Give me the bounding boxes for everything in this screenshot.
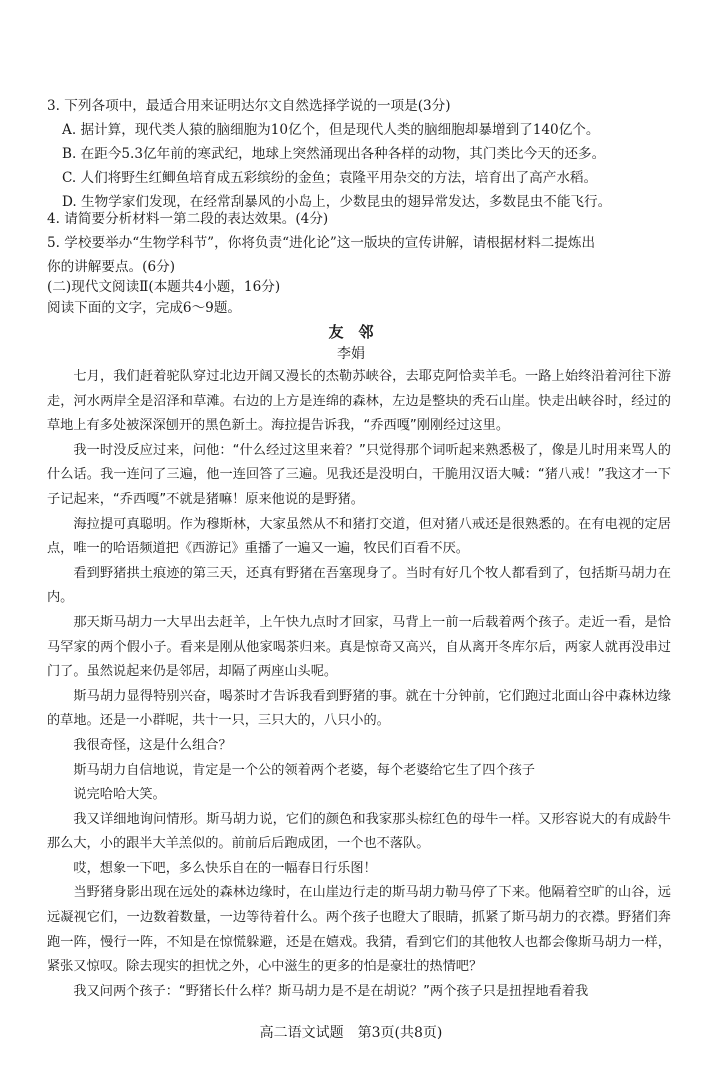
story-paragraph: 哎，想象一下吧，多么快乐自在的一幅春日行乐图！ (73, 860, 377, 876)
story-paragraph: 说完哈哈大笑。 (73, 787, 166, 803)
question-5-line-1: 5. 学校要举办“生物学科节”，你将负责“进化论”这一版块的宣传讲解，请根据材料二提炼出 (47, 235, 596, 251)
story-paragraph: 我一时没反应过来，问他：“什么经过这里来着？”只觉得那个词听起来熟悉极了，像是儿时用来骂人的什么话。我一连问了三遍，他一连回答了三遍。见我还是没明白，干脆用汉语大喊：“猪八戒！”我这才一下子记起来，“乔西嘎”不就是猪嘛！原来他说的是野猪。 (47, 442, 671, 507)
story-paragraph: 我很奇怪，这是什么组合？ (73, 737, 232, 753)
page-footer: 高二语文试题 第3页(共8页) (259, 1025, 443, 1041)
story-paragraph: 海拉提可真聪明。作为穆斯林，大家虽然从不和猪打交道，但对猪八戒还是很熟悉的。在有电视的定居点，唯一的哈语频道把《西游记》重播了一遍又一遍，牧民们百看不厌。 (47, 516, 671, 557)
story-author: 李娟 (337, 346, 365, 362)
story-paragraph: 看到野猪拱土痕迹的第三天，还真有野猪在吾塞现身了。当时有好几个牧人都看到了，包括斯马胡力在内。 (47, 565, 671, 606)
section-heading: (二)现代文阅读Ⅱ(本题共4小题，16分) (47, 279, 281, 295)
story-paragraph: 我又详细地询问情形。斯马胡力说，它们的颜色和我家那头棕红色的母牛一样。又形容说大的有成龄牛那么大，小的跟半大羊羔似的。前前后后跑成团，一个也不落队。 (47, 811, 671, 852)
question-5-line-2: 你的讲解要点。(6分) (47, 259, 176, 275)
story-paragraph: 七月，我们赶着驼队穿过北边开阔又漫长的杰勒苏峡谷，去耶克阿恰卖羊毛。一路上始终沿着河往下游走，河水两岸全是沼泽和草滩。右边的上方是连绵的森林，左边是整块的秃石山崖。快走出峡谷时，经过的草地上有多处被深深刨开的黑色新土。海拉提告诉我，“乔西嘎”刚刚经过这里。 (47, 369, 671, 434)
story-paragraph: 斯马胡力显得特别兴奋，喝茶时才告诉我看到野猪的事。就在十分钟前，它们跑过北面山谷中森林边缘的草地。还是一小群呢，共十一只，三只大的，八只小的。 (47, 688, 671, 729)
question-3-option-a: A. 据计算，现代类人猿的脑细胞为10亿个，但是现代人类的脑细胞却暴增到了140亿个。 (62, 122, 600, 138)
story-paragraph: 斯马胡力自信地说，肯定是一个公的领着两个老婆，每个老婆给它生了四个孩子 (73, 762, 535, 778)
question-3-option-b: B. 在距今5.3亿年前的寒武纪，地球上突然涌现出各种各样的动物，其门类比今天的还多。 (62, 146, 606, 162)
question-3-option-d: D. 生物学家们发现，在经常刮暴风的小岛上，少数昆虫的翅异常发达，多数昆虫不能飞行。 (62, 194, 612, 210)
story-paragraph: 我又问两个孩子：“野猪长什么样？斯马胡力是不是在胡说？”两个孩子只是扭捏地看着我 (73, 983, 589, 999)
story-body (47, 365, 671, 1004)
story-title: 友 邻 (328, 323, 374, 341)
question-3-stem: 3. 下列各项中，最适合用来证明达尔文自然选择学说的一项是(3分) (47, 98, 451, 114)
story-paragraph: 当野猪身影出现在远处的森林边缘时，在山崖边行走的斯马胡力勒马停了下来。他隔着空旷的山谷，远远凝视它们，一边数着数量，一边等待着什么。两个孩子也瞪大了眼睛，抓紧了斯马胡力的衣襟。野猪们奔跑一阵，慢行一阵，不知是在惊慌躲避，还是在嬉戏。我猜，看到它们的其他牧人也都会像斯马胡力一样，紧张又惊叹。除去现实的担忧之外，心中滋生的更多的怕是豪壮的热情吧？ (47, 885, 671, 975)
question-3-option-c: C. 人们将野生红鲫鱼培育成五彩缤纷的金鱼；袁隆平用杂交的方法，培育出了高产水稻。 (62, 170, 598, 186)
story-paragraph: 那天斯马胡力一大早出去赶羊，上午快九点时才回家，马背上一前一后载着两个孩子。走近一看，是恰马罕家的两个假小子。看来是刚从他家喝茶归来。真是惊奇又高兴，自从离开冬库尔后，两家人就再没串过门了。虽然说起来仍是邻居，却隔了两座山头呢。 (47, 614, 671, 680)
section-instruction: 阅读下面的文字，完成6～9题。 (47, 300, 242, 316)
question-4: 4. 请简要分析材料一第二段的表达效果。(4分) (47, 211, 329, 227)
